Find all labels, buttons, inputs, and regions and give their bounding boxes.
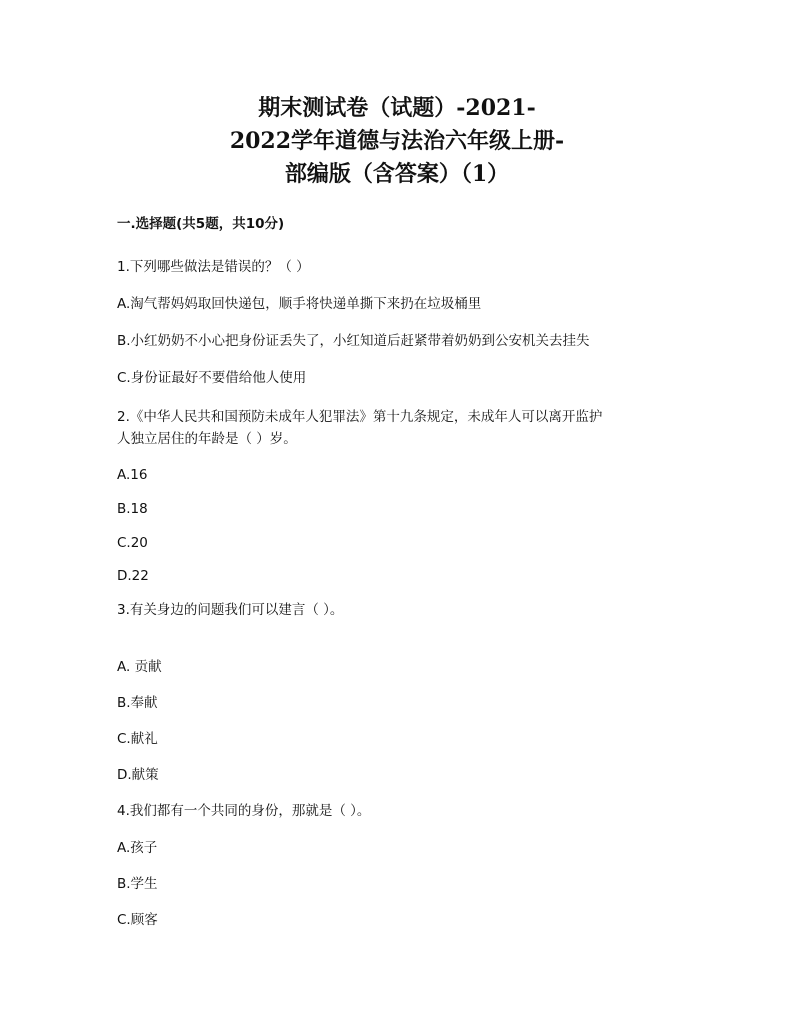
question-1-option-c: C.身份证最好不要借给他人使用 xyxy=(117,370,307,386)
question-2-option-a: A.16 xyxy=(117,467,148,483)
question-2-option-c: C.20 xyxy=(117,535,148,551)
question-4-option-a: A.孩子 xyxy=(117,840,158,856)
section-heading: 一.选择题(共5题，共10分) xyxy=(117,216,285,232)
question-3-option-a: A. 贡献 xyxy=(117,659,162,675)
question-2-option-b: B.18 xyxy=(117,501,148,517)
document-title-line-1: 期末测试卷（试题）-2021- xyxy=(258,95,536,121)
question-2-stem-line-2: 人独立居住的年龄是（ ）岁。 xyxy=(117,431,297,447)
question-3-option-c: C.献礼 xyxy=(117,731,158,747)
document-title-line-2: 2022学年道德与法治六年级上册- xyxy=(229,128,565,154)
question-3-option-b: B.奉献 xyxy=(117,695,158,711)
question-4-option-b: B.学生 xyxy=(117,876,158,892)
question-3-stem: 3.有关身边的问题我们可以建言（ ）。 xyxy=(117,602,344,618)
question-3-option-d: D.献策 xyxy=(117,767,159,783)
question-2-option-d: D.22 xyxy=(117,568,149,584)
question-4-stem: 4.我们都有一个共同的身份，那就是（ ）。 xyxy=(117,803,371,819)
question-1-option-b: B.小红奶奶不小心把身份证丢失了，小红知道后赶紧带着奶奶到公安机关去挂失 xyxy=(117,333,590,349)
document-title-line-3: 部编版（含答案）（1） xyxy=(284,161,510,187)
question-2-stem-line-1: 2.《中华人民共和国预防未成年人犯罪法》第十九条规定，未成年人可以离开监护 xyxy=(117,409,603,425)
question-4-option-c: C.顾客 xyxy=(117,912,158,928)
question-1-stem: 1.下列哪些做法是错误的？（ ） xyxy=(117,259,310,275)
question-1-option-a: A.淘气帮妈妈取回快递包，顺手将快递单撕下来扔在垃圾桶里 xyxy=(117,296,482,312)
